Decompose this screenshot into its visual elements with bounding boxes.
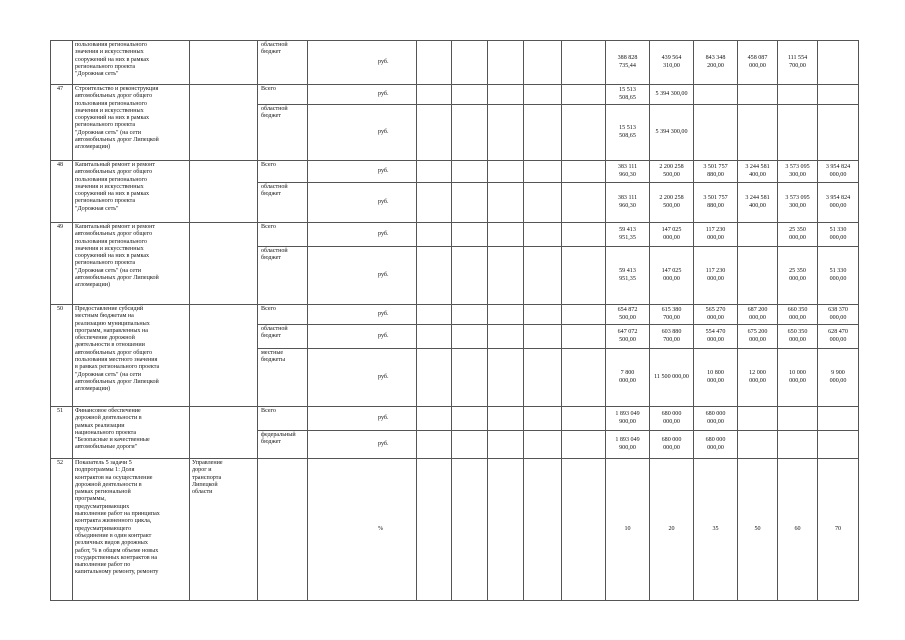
value-cell-text: 15 513 508,65	[619, 87, 636, 101]
value-cell-text: 70	[834, 525, 842, 532]
table-body	[51, 41, 859, 601]
value-cell	[606, 407, 650, 431]
empty-cell	[524, 459, 562, 601]
value-cell	[606, 431, 650, 459]
value-cell	[818, 223, 859, 247]
value-cell-text: 1 893 049 900,00	[615, 437, 640, 451]
unit-cell-text: руб.	[378, 373, 389, 380]
empty-cell	[417, 183, 452, 223]
empty-cell	[452, 305, 488, 325]
empty-cell	[488, 41, 524, 85]
value-cell	[606, 183, 650, 223]
unit-cell-text: руб.	[378, 310, 389, 317]
value-cell-text: 388 828 735,44	[617, 55, 638, 69]
row-number-cell-text: 52	[57, 460, 64, 466]
value-cell	[694, 161, 738, 183]
value-cell	[650, 407, 694, 431]
empty-cell	[488, 105, 524, 161]
value-cell	[778, 431, 818, 459]
unit-cell-text: руб.	[378, 128, 389, 135]
empty-cell	[488, 247, 524, 305]
empty-cell	[562, 305, 606, 325]
unit-cell-text: руб.	[378, 90, 389, 97]
value-cell-text: 59 413 951,35	[619, 227, 636, 241]
value-cell	[650, 85, 694, 105]
empty-cell	[417, 223, 452, 247]
value-cell-text: 10 800 000,00	[707, 370, 724, 384]
value-cell-text: 5 394 300,00	[655, 128, 688, 135]
empty-cell	[417, 459, 452, 601]
value-cell	[650, 105, 694, 161]
value-cell-text: 680 000 000,00	[661, 411, 682, 425]
value-cell	[778, 105, 818, 161]
unit-cell	[308, 105, 417, 161]
value-cell-text: 628 470 000,00	[828, 329, 848, 343]
responsible-cell	[190, 459, 258, 601]
value-cell	[738, 223, 778, 247]
funding-source-cell-text: Всего	[261, 162, 276, 168]
responsible-cell	[190, 407, 258, 459]
empty-cell	[488, 183, 524, 223]
value-cell	[694, 105, 738, 161]
value-cell	[650, 247, 694, 305]
value-cell	[650, 325, 694, 349]
funding-source-cell-text: Всего	[261, 408, 276, 414]
funding-source-cell-text: Всего	[261, 306, 276, 312]
empty-cell	[562, 407, 606, 431]
value-cell	[778, 183, 818, 223]
value-cell	[738, 41, 778, 85]
funding-source-cell	[258, 325, 308, 349]
funding-source-cell	[258, 161, 308, 183]
empty-cell	[524, 325, 562, 349]
value-cell	[778, 247, 818, 305]
value-cell-text: 554 470 000,00	[705, 329, 726, 343]
item-name-cell	[73, 41, 190, 85]
row-number-cell	[51, 459, 73, 601]
value-cell	[818, 161, 859, 183]
unit-cell	[308, 223, 417, 247]
empty-cell	[524, 161, 562, 183]
unit-cell	[308, 41, 417, 85]
empty-cell	[452, 183, 488, 223]
value-cell	[694, 459, 738, 601]
unit-cell-text: руб.	[378, 198, 389, 205]
value-cell-text: 3 244 581 400,00	[745, 195, 770, 209]
value-cell	[778, 305, 818, 325]
value-cell-text: 3 573 095 300,00	[785, 195, 810, 209]
row-number-cell	[51, 85, 73, 161]
value-cell	[650, 41, 694, 85]
empty-cell	[562, 325, 606, 349]
unit-cell-text: руб.	[378, 332, 389, 339]
responsible-cell	[190, 85, 258, 161]
funding-source-cell-text: областной бюджет	[261, 42, 288, 56]
value-cell-text: 10	[624, 525, 631, 532]
value-cell-text: 12 000 000,00	[749, 370, 766, 384]
funding-source-cell	[258, 85, 308, 105]
value-cell-text: 111 554 700,00	[787, 55, 808, 69]
value-cell	[694, 247, 738, 305]
value-cell-text: 51 330 000,00	[829, 268, 847, 282]
value-cell-text: 680 000 000,00	[705, 411, 726, 425]
item-name-cell	[73, 305, 190, 407]
item-name-cell-text: Строительство и реконструкция автомобильных дорог общего пользования регионального значения и искусственных сооружений на них в рамках регионального проекта "Дорожная сеть" (на сети автомобильных дорог Липецкой агломерации)	[75, 86, 159, 151]
row-number-cell-text: 48	[57, 162, 64, 168]
funding-source-cell	[258, 431, 308, 459]
row-number-cell-text: 49	[57, 224, 64, 230]
funding-source-cell-text: местные бюджеты	[261, 350, 286, 364]
value-cell	[818, 325, 859, 349]
value-cell-text: 1 893 049 900,00	[615, 411, 640, 425]
value-cell	[778, 161, 818, 183]
value-cell-text: 650 350 000,00	[787, 329, 808, 343]
value-cell-text: 439 564 310,00	[661, 55, 682, 69]
value-cell-text: 3 501 757 880,00	[703, 195, 728, 209]
value-cell-text: 680 000 000,00	[705, 437, 726, 451]
empty-cell	[562, 349, 606, 407]
table-row	[51, 161, 859, 183]
empty-cell	[524, 183, 562, 223]
value-cell	[738, 349, 778, 407]
empty-cell	[417, 247, 452, 305]
value-cell	[738, 85, 778, 105]
funding-source-cell	[258, 247, 308, 305]
value-cell-text: 7 800 000,00	[619, 370, 636, 384]
empty-cell	[562, 183, 606, 223]
empty-cell	[417, 407, 452, 431]
value-cell-text: 2 200 258 500,00	[659, 195, 684, 209]
table-row	[51, 41, 859, 85]
value-cell	[778, 407, 818, 431]
value-cell-text: 147 025 000,00	[661, 227, 682, 241]
value-cell	[694, 223, 738, 247]
value-cell	[606, 223, 650, 247]
value-cell	[650, 431, 694, 459]
empty-cell	[417, 85, 452, 105]
value-cell-text: 9 900 000,00	[829, 370, 847, 384]
responsible-cell-text: Управление дорог и транспорта Липецкой области	[192, 460, 223, 496]
funding-source-cell-text: Всего	[261, 86, 276, 92]
responsible-cell	[190, 41, 258, 85]
unit-cell-text: %	[378, 525, 384, 532]
value-cell-text: 3 501 757 880,00	[703, 164, 728, 178]
value-cell	[818, 431, 859, 459]
empty-cell	[488, 407, 524, 431]
row-number-cell	[51, 161, 73, 223]
empty-cell	[562, 105, 606, 161]
empty-cell	[524, 349, 562, 407]
value-cell	[778, 459, 818, 601]
value-cell	[818, 183, 859, 223]
value-cell-text: 3 954 824 000,00	[825, 195, 851, 209]
value-cell-text: 603 880 700,00	[661, 329, 682, 343]
empty-cell	[452, 459, 488, 601]
empty-cell	[562, 431, 606, 459]
item-name-cell	[73, 223, 190, 305]
unit-cell	[308, 305, 417, 325]
empty-cell	[488, 325, 524, 349]
value-cell	[738, 459, 778, 601]
value-cell-text: 2 200 258 500,00	[659, 164, 684, 178]
empty-cell	[524, 105, 562, 161]
row-number-cell	[51, 305, 73, 407]
empty-cell	[524, 431, 562, 459]
responsible-cell	[190, 305, 258, 407]
value-cell-text: 15 513 508,65	[619, 125, 636, 139]
funding-source-cell	[258, 305, 308, 325]
funding-source-cell	[258, 183, 308, 223]
unit-cell-text: руб.	[378, 167, 389, 174]
budget-table	[50, 40, 859, 601]
value-cell-text: 638 370 000,00	[828, 307, 848, 321]
empty-cell	[562, 161, 606, 183]
value-cell-text: 147 025 000,00	[661, 268, 682, 282]
value-cell-text: 51 330 000,00	[829, 227, 847, 241]
funding-source-cell-text: областной бюджет	[261, 326, 288, 340]
row-number-cell	[51, 407, 73, 459]
row-number-cell-text: 47	[57, 86, 64, 92]
table-row	[51, 223, 859, 247]
funding-source-cell-text: областной бюджет	[261, 248, 288, 262]
value-cell	[606, 247, 650, 305]
value-cell-text: 647 072 500,00	[617, 329, 638, 343]
value-cell-text: 843 348 200,00	[705, 55, 726, 69]
table-row	[51, 305, 859, 325]
empty-cell	[452, 431, 488, 459]
value-cell-text: 660 350 000,00	[787, 307, 808, 321]
empty-cell	[524, 305, 562, 325]
item-name-cell	[73, 459, 190, 601]
value-cell-text: 3 954 824 000,00	[825, 164, 851, 178]
empty-cell	[417, 349, 452, 407]
empty-cell	[452, 247, 488, 305]
value-cell-text: 383 111 960,30	[617, 164, 638, 178]
value-cell	[694, 305, 738, 325]
table-row	[51, 85, 859, 105]
unit-cell	[308, 325, 417, 349]
row-number-cell	[51, 41, 73, 85]
item-name-cell-text: Финансовое обеспечение дорожной деятельности в рамках реализации национального проекта "Безопасные и качественные автомобильные дороги"	[75, 408, 150, 451]
value-cell	[738, 305, 778, 325]
value-cell-text: 680 000 000,00	[661, 437, 682, 451]
value-cell-text: 458 087 000,00	[747, 55, 768, 69]
value-cell	[818, 41, 859, 85]
value-cell	[650, 183, 694, 223]
item-name-cell-text: Капитальный ремонт и ремонт автомобильных дорог общего пользования регионального значения и искусственных сооружений на них в рамках регионального проекта "Дорожная сеть"	[75, 162, 156, 212]
value-cell-text: 117 230 000,00	[705, 268, 726, 282]
value-cell	[738, 247, 778, 305]
empty-cell	[417, 41, 452, 85]
empty-cell	[562, 223, 606, 247]
value-cell-text: 654 872 500,00	[617, 307, 638, 321]
row-number-cell-text: 50	[57, 306, 64, 312]
funding-source-cell-text: Всего	[261, 224, 276, 230]
value-cell	[738, 105, 778, 161]
value-cell-text: 50	[754, 525, 761, 532]
empty-cell	[417, 431, 452, 459]
empty-cell	[417, 161, 452, 183]
value-cell-text: 3 573 095 300,00	[785, 164, 810, 178]
empty-cell	[488, 161, 524, 183]
value-cell	[606, 41, 650, 85]
row-number-cell	[51, 223, 73, 305]
empty-cell	[488, 305, 524, 325]
value-cell	[694, 349, 738, 407]
value-cell	[650, 349, 694, 407]
value-cell-text: 687 200 000,00	[747, 307, 768, 321]
empty-cell	[488, 85, 524, 105]
empty-cell	[488, 349, 524, 407]
unit-cell	[308, 161, 417, 183]
value-cell	[818, 85, 859, 105]
unit-cell	[308, 183, 417, 223]
item-name-cell-text: Капитальный ремонт и ремонт автомобильных дорог общего пользования регионального значения и искусственных сооружений на них в рамках регионального проекта "Дорожная сеть" (на сети автомобильных дорог Липецкой агломерации)	[75, 224, 159, 289]
value-cell	[694, 41, 738, 85]
value-cell	[818, 349, 859, 407]
empty-cell	[524, 223, 562, 247]
empty-cell	[452, 407, 488, 431]
empty-cell	[562, 247, 606, 305]
funding-source-cell-text: областной бюджет	[261, 184, 288, 198]
value-cell-text: 25 350 000,00	[789, 268, 806, 282]
value-cell	[778, 223, 818, 247]
empty-cell	[417, 325, 452, 349]
value-cell-text: 5 394 300,00	[655, 90, 688, 97]
value-cell	[738, 161, 778, 183]
table-row	[51, 459, 859, 601]
empty-cell	[562, 41, 606, 85]
value-cell	[650, 305, 694, 325]
value-cell	[694, 85, 738, 105]
value-cell	[818, 459, 859, 601]
empty-cell	[524, 41, 562, 85]
unit-cell	[308, 247, 417, 305]
unit-cell	[308, 407, 417, 431]
empty-cell	[488, 431, 524, 459]
empty-cell	[417, 105, 452, 161]
value-cell	[606, 459, 650, 601]
item-name-cell	[73, 407, 190, 459]
value-cell	[818, 407, 859, 431]
value-cell	[778, 349, 818, 407]
value-cell	[778, 85, 818, 105]
item-name-cell-text: Показатель 5 задачи 5 подпрограммы 1: Доля контрактов на осуществление дорожной деятельности в рамках региональной программы, предусматривающих выполнение работ на принципах контракта жизненного цикла, предусматривающего объединение в один контракт резличных видов дорожных работ, % в общем объеме новых государственных контрактов на выполнение работ по капитальному ремонту, ремонту	[75, 460, 160, 576]
funding-source-cell	[258, 105, 308, 161]
value-cell	[738, 431, 778, 459]
empty-cell	[524, 247, 562, 305]
empty-cell	[524, 407, 562, 431]
value-cell	[694, 407, 738, 431]
funding-source-cell	[258, 349, 308, 407]
table-row	[51, 407, 859, 431]
value-cell	[606, 85, 650, 105]
value-cell	[606, 305, 650, 325]
unit-cell	[308, 459, 417, 601]
item-name-cell	[73, 161, 190, 223]
unit-cell-text: руб.	[378, 440, 389, 447]
empty-cell	[488, 459, 524, 601]
value-cell-text: 10 000 000,00	[789, 370, 806, 384]
unit-cell	[308, 431, 417, 459]
unit-cell-text: руб.	[378, 58, 389, 65]
unit-cell-text: руб.	[378, 230, 389, 237]
funding-source-cell	[258, 223, 308, 247]
empty-cell	[562, 459, 606, 601]
value-cell-text: 35	[712, 525, 719, 532]
empty-cell	[452, 161, 488, 183]
empty-cell	[452, 349, 488, 407]
item-name-cell-text: Предоставление субсидий местным бюджетам на реализацию муниципальных программ, направленных на обеспечение дорожной деятельности в отношении автомобильных дорог общего пользования местного значения в рамках регионального проекта "Дорожная сеть" (на сети автомобильных дорог Липецкой агломерации)	[75, 306, 160, 393]
funding-source-cell	[258, 41, 308, 85]
value-cell	[738, 407, 778, 431]
empty-cell	[452, 85, 488, 105]
empty-cell	[562, 85, 606, 105]
item-name-cell-text: пользования регионального значения и искусственных сооружений на них в рамках регионального проекта "Дорожная сеть"	[75, 42, 150, 78]
value-cell	[818, 305, 859, 325]
value-cell-text: 20	[668, 525, 675, 532]
value-cell-text: 615 380 700,00	[661, 307, 682, 321]
responsible-cell	[190, 161, 258, 223]
value-cell	[778, 325, 818, 349]
funding-source-cell	[258, 407, 308, 431]
empty-cell	[452, 41, 488, 85]
value-cell-text: 675 200 000,00	[747, 329, 768, 343]
value-cell	[694, 431, 738, 459]
value-cell	[650, 459, 694, 601]
unit-cell	[308, 85, 417, 105]
value-cell	[650, 223, 694, 247]
value-cell	[738, 325, 778, 349]
empty-cell	[452, 325, 488, 349]
empty-cell	[524, 85, 562, 105]
row-number-cell-text: 51	[57, 408, 64, 414]
value-cell	[606, 349, 650, 407]
funding-source-cell-text: федеральный бюджет	[261, 432, 296, 446]
value-cell-text: 3 244 581 400,00	[745, 164, 770, 178]
value-cell-text: 25 350 000,00	[789, 227, 806, 241]
empty-cell	[488, 223, 524, 247]
value-cell	[650, 161, 694, 183]
responsible-cell	[190, 223, 258, 305]
value-cell-text: 565 270 000,00	[705, 307, 726, 321]
value-cell	[694, 325, 738, 349]
value-cell	[606, 105, 650, 161]
value-cell	[606, 325, 650, 349]
value-cell	[818, 247, 859, 305]
unit-cell-text: руб.	[378, 414, 389, 421]
funding-source-cell	[258, 459, 308, 601]
value-cell	[606, 161, 650, 183]
unit-cell	[308, 349, 417, 407]
empty-cell	[452, 223, 488, 247]
value-cell	[778, 41, 818, 85]
value-cell	[694, 183, 738, 223]
empty-cell	[417, 305, 452, 325]
funding-source-cell-text: областной бюджет	[261, 106, 288, 120]
empty-cell	[452, 105, 488, 161]
item-name-cell	[73, 85, 190, 161]
value-cell-text: 117 230 000,00	[705, 227, 726, 241]
value-cell-text: 59 413 951,35	[619, 268, 636, 282]
value-cell-text: 11 500 000,00	[654, 373, 689, 380]
unit-cell-text: руб.	[378, 271, 389, 278]
value-cell-text: 383 111 960,30	[617, 195, 638, 209]
value-cell	[818, 105, 859, 161]
value-cell-text: 60	[794, 525, 801, 532]
value-cell	[738, 183, 778, 223]
